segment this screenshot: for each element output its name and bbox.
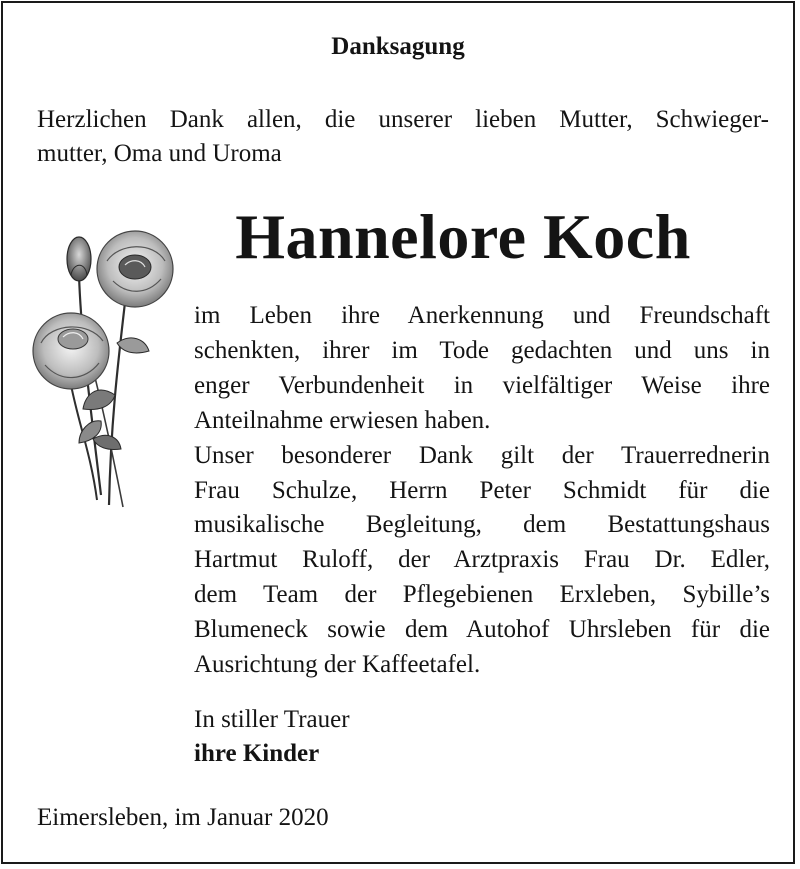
intro-line: mutter, Oma und Uroma: [37, 140, 282, 167]
thanks-line: enger Verbundenheit in vielfältiger Weise ihre: [194, 371, 770, 399]
thanks-line: Blumeneck sowie dem Autohof Uhrsleben für die: [194, 616, 770, 644]
signoff-family: ihre Kinder: [194, 740, 320, 767]
thanks-line: Frau Schulze, Herrn Peter Schmidt für die: [194, 476, 770, 504]
signoff-line: In stiller Trauer: [194, 706, 350, 733]
intro-text: [37, 103, 769, 171]
thanks-text: [194, 299, 770, 683]
deceased-name: Hannelore Koch: [235, 201, 691, 272]
roses-illustration-icon: [27, 225, 187, 515]
thanks-line: musikalische Begleitung, dem Bestattungshaus: [194, 511, 770, 539]
thanks-line: dem Team der Pflegebienen Erxleben, Sybille’s: [194, 581, 770, 609]
notice-heading: Danksagung: [331, 33, 465, 60]
obituary-card: [1, 1, 795, 864]
thanks-line: Unser besonderer Dank gilt der Trauerrednerin: [194, 441, 770, 469]
thanks-line: im Leben ihre Anerkennung und Freundschaft: [194, 302, 770, 329]
intro-line: Herzlichen Dank allen, die unserer lieben Mutter, Schwieger-: [37, 106, 769, 133]
thanks-line: Ausrichtung der Kaffeetafel.: [194, 651, 481, 679]
thanks-line: schenkten, ihrer im Tode gedachten und uns in: [194, 336, 770, 364]
signoff: [194, 703, 350, 771]
thanks-line: Anteilnahme erwiesen haben.: [194, 406, 491, 434]
place-date: Eimersleben, im Januar 2020: [37, 804, 329, 831]
thanks-line: Hartmut Ruloff, der Arztpraxis Frau Dr. Edler,: [194, 546, 770, 574]
